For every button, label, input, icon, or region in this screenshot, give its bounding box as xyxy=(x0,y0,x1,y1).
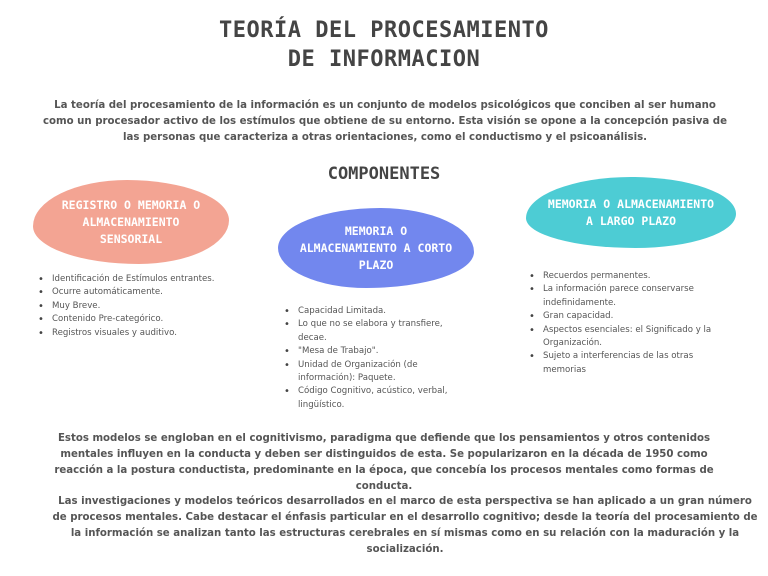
short-term-memory-badge xyxy=(278,208,474,288)
list-item: • Aspectos esenciales: el Significado y la Organización. xyxy=(527,324,732,351)
list-item: • La información parece conservarse indefinidamente. xyxy=(527,283,732,310)
intro-paragraph: La teoría del procesamiento de la información es un conjunto de modelos psicológicos que conciben al ser humano como un procesador activo de los estímulos que obtiene de su entorno. Esta visión se opone a la concepción pasiva de las personas que caracteriza a otras orientaciones, como el conductismo y el psicoanálisis. xyxy=(42,100,728,143)
components-heading: COMPONENTES xyxy=(327,164,441,184)
list-item: • Capacidad Limitada. xyxy=(282,305,462,318)
list-item: • Unidad de Organización (de información): Paquete. xyxy=(282,359,462,386)
list-item: • "Mesa de Trabajo". xyxy=(282,345,462,358)
list-item: • Sujeto a interferencias de las otras memorias xyxy=(527,350,732,377)
long-term-memory-list xyxy=(527,270,732,377)
sensory-memory-list xyxy=(36,273,236,340)
page-title-line-2: DE INFORMACION xyxy=(287,47,481,72)
sensory-memory-label: REGISTRO O MEMORIA O ALMACENAMIENTO SENSORIAL xyxy=(61,197,201,246)
list-item: • Gran capacidad. xyxy=(527,310,732,323)
list-item: • Contenido Pre-categórico. xyxy=(36,313,236,326)
list-item: • Recuerdos permanentes. xyxy=(527,270,732,283)
short-term-memory-list xyxy=(282,305,462,412)
sensory-memory-badge xyxy=(33,180,229,264)
long-term-memory-label: MEMORIA O ALMACENAMIENTO A LARGO PLAZO xyxy=(547,196,715,228)
list-item: • Muy Breve. xyxy=(36,300,236,313)
page-title xyxy=(0,16,768,74)
short-term-memory-label: MEMORIA O ALMACENAMIENTO A CORTO PLAZO xyxy=(299,223,453,272)
list-item: • Ocurre automáticamente. xyxy=(36,286,236,299)
list-item: • Identificación de Estímulos entrantes. xyxy=(36,273,236,286)
research-paragraph: Las investigaciones y modelos teóricos desarrollados en el marco de esta perspectiva se han aplicado a un gran número de procesos mentales. Cabe destacar el énfasis particular en el desarrollo cognitivo; desde la teoría del procesamiento de la información se analizan tanto las estructuras cerebrales en sí mismas como en su relación con la maduración y la socialización. xyxy=(52,496,758,555)
list-item: • Registros visuales y auditivo. xyxy=(36,327,236,340)
cognitivism-paragraph: Estos modelos se engloban en el cognitivismo, paradigma que defiende que los pensamientos y otros contenidos mentales influyen en la conducta y deben ser distinguidos de esta. Se popularizaron en la década de 1950 como reacción a la postura conductista, predominante en la época, que concebía los procesos mentales como formas de conducta. xyxy=(54,433,714,492)
page-title-line-1: TEORÍA DEL PROCESAMIENTO xyxy=(219,18,549,43)
list-item: • Código Cognitivo, acústico, verbal, lingüístico. xyxy=(282,385,462,412)
long-term-memory-badge xyxy=(526,177,736,248)
list-item: • Lo que no se elabora y transfiere, decae. xyxy=(282,318,462,345)
